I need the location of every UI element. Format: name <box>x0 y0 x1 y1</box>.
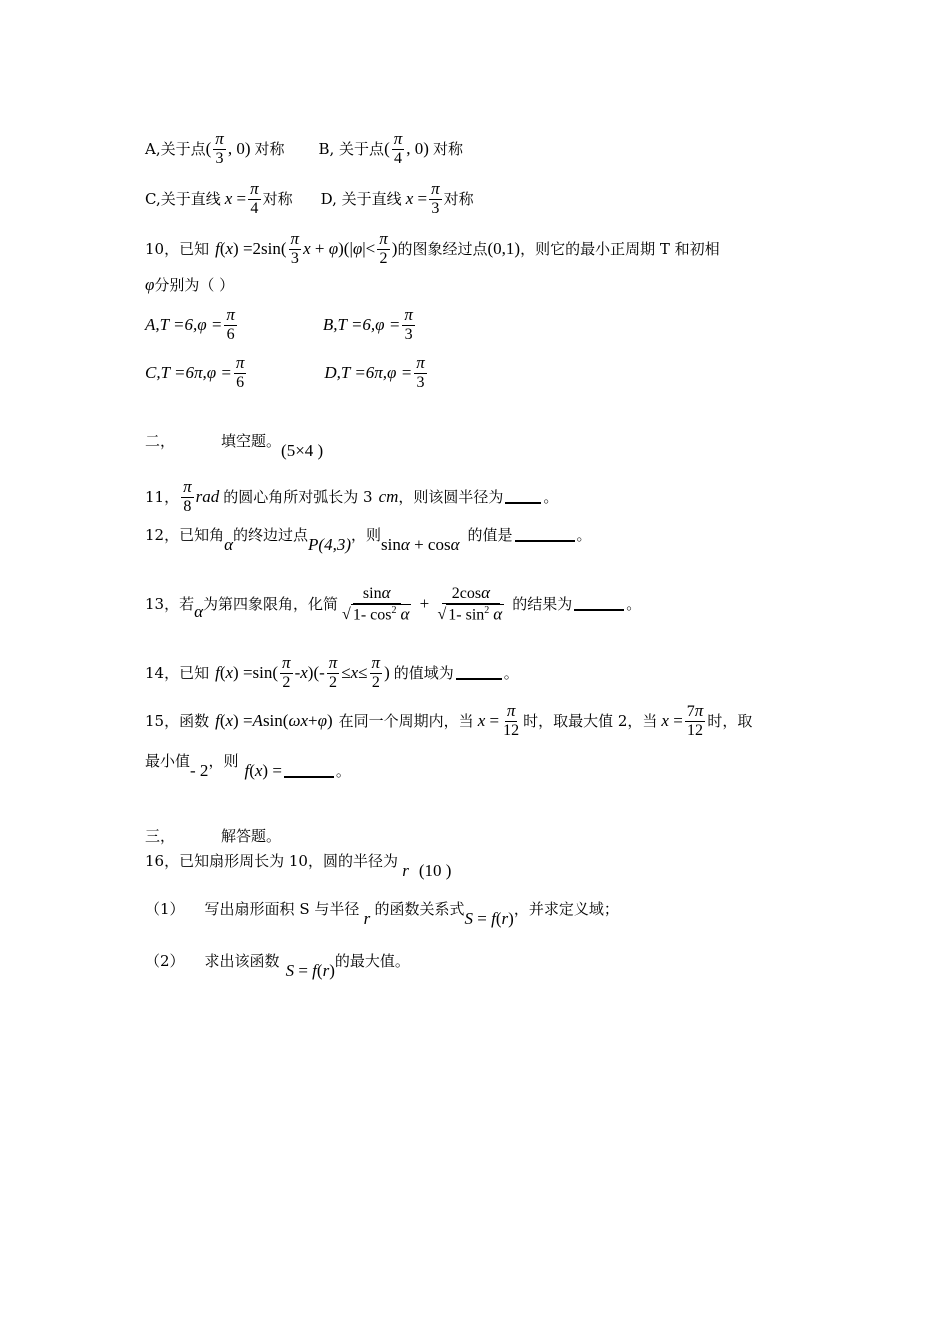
fraction-pi-12: $\frac{\pi}{12}$ <box>503 701 520 739</box>
q16-part-2-text: 求出该函数 <box>204 952 280 970</box>
q9-option-b-label: B, 关于点 <box>318 140 385 159</box>
q9-option-a-label: A,关于点 <box>145 140 206 159</box>
q10-number: 10，已知 <box>145 240 210 259</box>
q16-part-2-label: （2） <box>145 952 185 970</box>
fraction-sin-over-sqrt: sinα √ 1- $\cos^2 \alpha$ <box>342 583 410 624</box>
q11-text: 的圆心角所对弧长为 3 <box>223 488 373 507</box>
q10-line2-text: 分别为（ ） <box>154 276 235 294</box>
q10-point: (0,1) <box>487 238 521 258</box>
section-2-heading <box>145 430 324 460</box>
q15-text-2: 时，取最大值 2，当 <box>523 712 658 731</box>
fraction-pi-6: $\frac{\pi}{6}$ <box>226 305 235 343</box>
q11-number: 11， <box>145 488 180 507</box>
q16-part-1-label: （1） <box>145 900 185 918</box>
q16-part-2: （2） 求出该函数 S = f(r) 的最大值。 <box>145 952 410 980</box>
q14-answer-blank[interactable] <box>456 666 502 680</box>
fraction-pi-2: $\frac{\pi}{2}$ <box>371 653 381 691</box>
q10-mid-text: 的图象经过点 <box>397 240 488 259</box>
q16-part-1-mid: 的函数关系式 <box>374 900 465 918</box>
q9-option-b-end: 对称 <box>432 140 463 159</box>
section-2-label: 二， <box>145 432 176 450</box>
q13-period: 。 <box>626 595 642 614</box>
q10-end-text: ，则它的最小正周期 T 和初相 <box>520 240 720 259</box>
q16-stem: 16，已知扇形周长为 10，圆的半径为 r (10 ) <box>145 852 452 880</box>
q10-option-d: D,T =6π,φ = <box>324 362 413 382</box>
fraction-pi-2: $\frac{\pi}{2}$ <box>379 229 388 267</box>
section-3-title: 解答题。 <box>221 827 282 845</box>
q9-option-d-end: 对称 <box>443 190 474 209</box>
q14-end-text: 的值域为 <box>393 664 454 683</box>
q16-part-1-text: 写出扇形面积 S 与半径 <box>204 900 360 918</box>
q9-options-cd: C,关于直线 x = $\frac{\pi}{4}$ 对称 D, 关于直线 x = $\frac{\pi}{3}$ 对称 <box>145 179 474 217</box>
q15-text-1: 在同一个周期内，当 <box>338 712 474 731</box>
section-2-score: (5×4 ) <box>281 440 324 460</box>
q15-period: 。 <box>335 762 351 780</box>
fraction-7pi-12: $\frac{7\pi}{12}$ <box>686 701 704 739</box>
q12-answer-blank[interactable] <box>515 528 575 542</box>
q13-text: 为第四象限角，化简 <box>203 595 339 614</box>
q10-option-b: B,T =6,φ = <box>322 314 401 334</box>
q9-option-c-end: 对称 <box>262 190 293 209</box>
q15-number: 15，函数 <box>145 712 210 731</box>
fraction-pi-3: $\frac{\pi}{3}$ <box>404 305 413 343</box>
q10-option-c: C,T =6π,φ = <box>145 362 232 382</box>
fraction-pi-4: $\frac{\pi}{4}$ <box>250 179 259 217</box>
q16-score: (10 ) <box>418 860 452 880</box>
q12-period: 。 <box>576 526 592 544</box>
q11-cm: cm <box>378 486 399 506</box>
q13-end-text: 的结果为 <box>512 595 573 614</box>
q11-end-text: ，则该圆半径为 <box>398 488 504 507</box>
q16-part-2-end: 的最大值。 <box>334 952 410 970</box>
q13-answer-blank[interactable] <box>574 597 624 611</box>
q12-point: P(4,3) <box>308 534 352 554</box>
q13: 13，若 α 为第四象限角，化简 sinα √ 1- $\cos^2 \alpha$ + 2cosα √ 1- $\sin^2 \alpha$ 的结果为 。 <box>145 583 642 624</box>
q15: 15，函数 f ( x ) = A sin( ωx + φ ) 在同一个周期内，当 x = $\frac{\pi}{12}$ 时，取最大值 2，当 x = $\frac{7\pi}{12}$ 时，取 <box>145 701 753 739</box>
q15-then-text: ，则 <box>208 752 239 770</box>
q10-options-cd <box>145 354 429 391</box>
q15-text-3: 时，取 <box>707 712 753 731</box>
q11 <box>145 478 558 515</box>
q16-text: 16，已知扇形周长为 10，圆的半径为 <box>145 852 398 870</box>
q9-option-c-label: C,关于直线 <box>145 190 221 209</box>
q14-number: 14，已知 <box>145 664 210 683</box>
q15-line2: 最小值 - 2 ，则 f ( x ) = 。 <box>145 752 351 780</box>
q15-line2-text: 最小值 <box>145 752 191 770</box>
q12-end-text: 的值是 <box>467 526 513 544</box>
fraction-pi-3: $\frac{\pi}{3}$ <box>431 179 440 217</box>
fraction-pi-3: $\frac{\pi}{3}$ <box>290 229 300 267</box>
q10-stem: 10，已知 f ( x ) =2sin( $\frac{\pi}{3}$ x + φ )(| φ |< $\frac{\pi}{2}$ ) 的图象经过点 (0,1) ，则它的最小正周期 T 和初相 <box>145 229 720 267</box>
q14: 14，已知 f ( x ) =sin( $\frac{\pi}{2}$ - x )(- $\frac{\pi}{2}$ ≤ x ≤ $\frac{\pi}{2}$ ) 的值域为 。 <box>145 653 519 691</box>
q11-period: 。 <box>543 488 559 507</box>
q10-line2: φ 分别为（ ） <box>145 274 235 294</box>
q10-options-ab <box>145 306 417 343</box>
fraction-pi-8: $\frac{\pi}{8}$ <box>183 477 192 515</box>
q12-text: 的终边过点 <box>233 526 309 544</box>
q13-number: 13，若 <box>145 595 195 614</box>
section-3-label: 三， <box>145 827 176 845</box>
q11-unit: rad <box>195 486 220 506</box>
q14-period: 。 <box>503 664 519 683</box>
q9-option-d-label: D, 关于直线 <box>320 190 402 209</box>
fraction-pi-3: $\frac{\pi}{3}$ <box>416 353 425 391</box>
q9-options-ab: A,关于点 ( $\frac{\pi}{3}$ , 0) 对称 B, 关于点 ( $\frac{\pi}{4}$ , 0) 对称 <box>145 129 463 167</box>
q11-answer-blank[interactable] <box>505 490 541 504</box>
fraction-pi-2: $\frac{\pi}{2}$ <box>328 653 338 691</box>
q9-option-a-end: 对称 <box>254 140 285 159</box>
q16-part-1: （1） 写出扇形面积 S 与半径 r 的函数关系式 S = f(r) ，并求定义域； <box>145 900 619 928</box>
q12-number: 12，已知角 <box>145 526 225 544</box>
q15-min-value: - 2 <box>190 760 209 780</box>
fraction-pi-4: $\frac{\pi}{4}$ <box>393 129 403 167</box>
q12-mid-text: ，则 <box>351 526 382 544</box>
fraction-pi-3: $\frac{\pi}{3}$ <box>215 129 224 167</box>
q12: 12，已知角 α 的终边过点 P(4,3) ，则 sinα + cosα 的值是 。 <box>145 526 592 554</box>
fraction-pi-6: $\frac{\pi}{6}$ <box>235 353 245 391</box>
q16-part-1-end: ，并求定义域； <box>513 900 619 918</box>
section-3-heading <box>145 825 281 846</box>
fraction-cos-over-sqrt: 2cosα √ 1- $\sin^2 \alpha$ <box>437 583 503 624</box>
q10-option-a: A,T =6,φ = <box>145 314 223 334</box>
q15-answer-blank[interactable] <box>284 764 334 778</box>
fraction-pi-2: $\frac{\pi}{2}$ <box>282 653 291 691</box>
section-2-title: 填空题。 <box>221 432 282 450</box>
